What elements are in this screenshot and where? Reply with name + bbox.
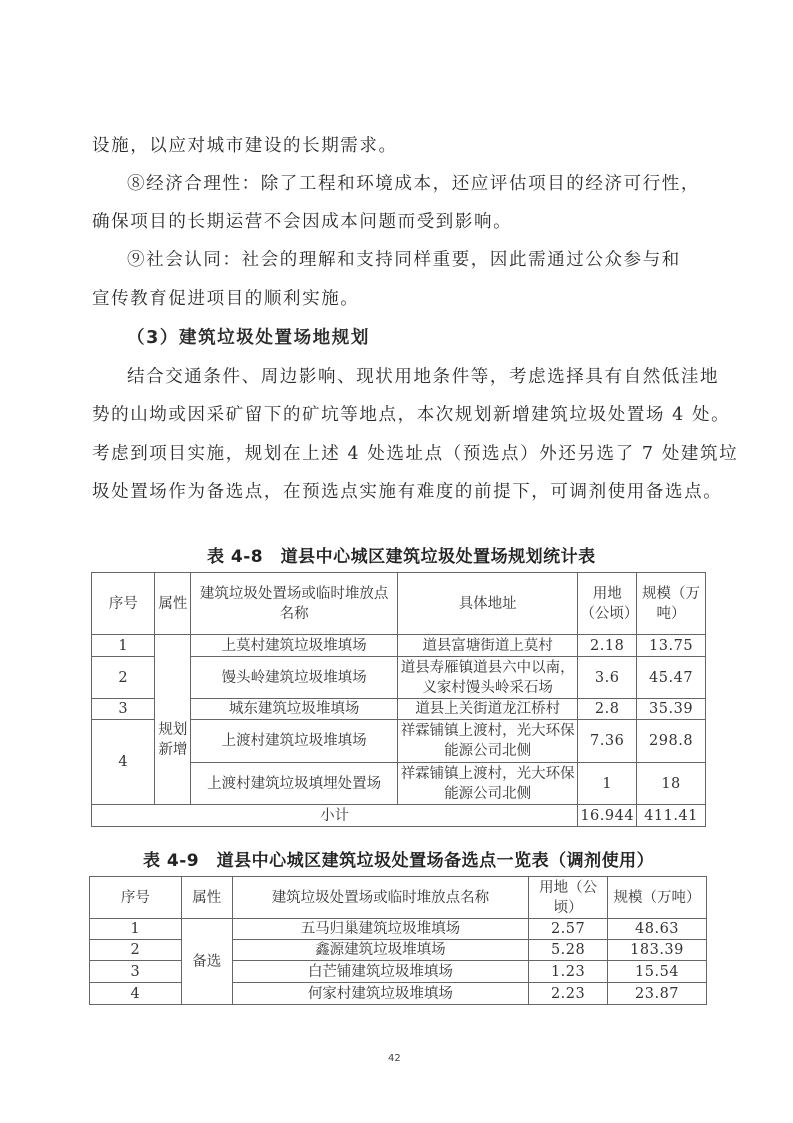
cell-name: 鑫源建筑垃圾堆填场 [232, 940, 528, 961]
header-name: 建筑垃圾处置场或临时堆放点名称 [191, 573, 398, 635]
cell-name: 馒头岭建筑垃圾堆填场 [191, 657, 398, 699]
paragraph-item-8: ⑧经济合理性：除了工程和环境成本，还应评估项目的经济可行性， [127, 174, 700, 194]
cell-name: 上渡村建筑垃圾填埋处置场 [191, 763, 398, 805]
cell-address: 道县富塘街道上莫村 [398, 635, 578, 657]
cell-address: 道县寿雁镇道县六中以南，义家村馒头岭采石场 [398, 657, 578, 699]
subtotal-row [92, 805, 706, 827]
header-seq: 序号 [92, 573, 155, 635]
table2 [89, 876, 707, 1005]
cell-attr: 规划新增 [155, 635, 191, 805]
cell-name: 上莫村建筑垃圾堆填场 [191, 635, 398, 657]
cell-seq: 3 [92, 699, 155, 720]
cell-name: 何家村建筑垃圾堆填场 [232, 983, 528, 1005]
cell-address: 道县上关街道龙江桥村 [398, 699, 578, 720]
table2-header-row [90, 877, 707, 919]
header-area: 用地（公顷） [529, 877, 608, 919]
table2-caption: 表 4-9 道县中心城区建筑垃圾处置场备选点一览表（调剂使用） [143, 851, 655, 871]
page-number: 42 [388, 1053, 401, 1064]
cell-area: 5.28 [529, 940, 608, 961]
header-seq: 序号 [90, 877, 182, 919]
cell-seq: 4 [90, 983, 182, 1005]
cell-area: 2.57 [529, 919, 608, 940]
cell-scale: 45.47 [637, 657, 706, 699]
cell-area: 2.18 [578, 635, 637, 657]
subtotal-label: 小计 [92, 805, 578, 827]
paragraph-line: 确保项目的长期运营不会因成本问题而受到影响。 [92, 212, 513, 232]
subtotal-area: 16.944 [578, 805, 637, 827]
cell-name: 上渡村建筑垃圾堆填场 [191, 720, 398, 763]
cell-address: 祥霖铺镇上渡村，光大环保能源公司北侧 [398, 763, 578, 805]
table1 [91, 572, 706, 827]
paragraph-line: 圾处置场作为备选点，在预选点实施有难度的前提下，可调剂使用备选点。 [92, 482, 723, 502]
cell-name: 城东建筑垃圾堆填场 [191, 699, 398, 720]
cell-area: 2.8 [578, 699, 637, 720]
paragraph-line: 势的山坳或因采矿留下的矿坑等地点，本次规划新增建筑垃圾处置场 4 处。 [92, 405, 731, 425]
cell-seq: 1 [92, 635, 155, 657]
cell-seq: 2 [92, 657, 155, 699]
cell-name: 五马归巢建筑垃圾堆填场 [232, 919, 528, 940]
paragraph-line: 设施，以应对城市建设的长期需求。 [92, 136, 398, 156]
cell-address: 祥霖铺镇上渡村，光大环保能源公司北侧 [398, 720, 578, 763]
cell-scale: 23.87 [608, 983, 707, 1005]
table-row [92, 635, 706, 657]
header-scale: 规模（万吨） [608, 877, 707, 919]
header-attr: 属性 [181, 877, 232, 919]
table-row [90, 919, 707, 940]
paragraph-line: 结合交通条件、周边影响、现状用地条件等，考虑选择具有自然低洼地 [127, 367, 720, 387]
cell-seq: 2 [90, 940, 182, 961]
cell-area: 7.36 [578, 720, 637, 763]
paragraph-line: 考虑到项目实施，规划在上述 4 处选址点（预选点）外还另选了 7 处建筑垃 [92, 444, 739, 464]
cell-scale: 18 [637, 763, 706, 805]
cell-seq: 4 [92, 720, 155, 805]
table1-caption: 表 4-8 道县中心城区建筑垃圾处置场规划统计表 [207, 547, 596, 567]
header-name: 建筑垃圾处置场或临时堆放点名称 [232, 877, 528, 919]
paragraph-line: 宣传教育促进项目的顺利实施。 [92, 289, 360, 309]
table1-header-row [92, 573, 706, 635]
cell-area: 2.23 [529, 983, 608, 1005]
cell-scale: 48.63 [608, 919, 707, 940]
cell-area: 1 [578, 763, 637, 805]
cell-area: 3.6 [578, 657, 637, 699]
cell-scale: 35.39 [637, 699, 706, 720]
cell-scale: 15.54 [608, 961, 707, 983]
cell-scale: 298.8 [637, 720, 706, 763]
cell-seq: 1 [90, 919, 182, 940]
header-area: 用地（公顷） [578, 573, 637, 635]
header-attr: 属性 [155, 573, 191, 635]
cell-scale: 13.75 [637, 635, 706, 657]
subtotal-scale: 411.41 [637, 805, 706, 827]
cell-seq: 3 [90, 961, 182, 983]
section-heading: （3）建筑垃圾处置场地规划 [127, 328, 370, 348]
cell-scale: 183.39 [608, 940, 707, 961]
cell-area: 1.23 [529, 961, 608, 983]
paragraph-item-9: ⑨社会认同：社会的理解和支持同样重要，因此需通过公众参与和 [127, 250, 681, 270]
header-scale: 规模（万吨） [637, 573, 706, 635]
cell-name: 白芒铺建筑垃圾堆填场 [232, 961, 528, 983]
header-address: 具体地址 [398, 573, 578, 635]
cell-attr: 备选 [181, 919, 232, 1005]
